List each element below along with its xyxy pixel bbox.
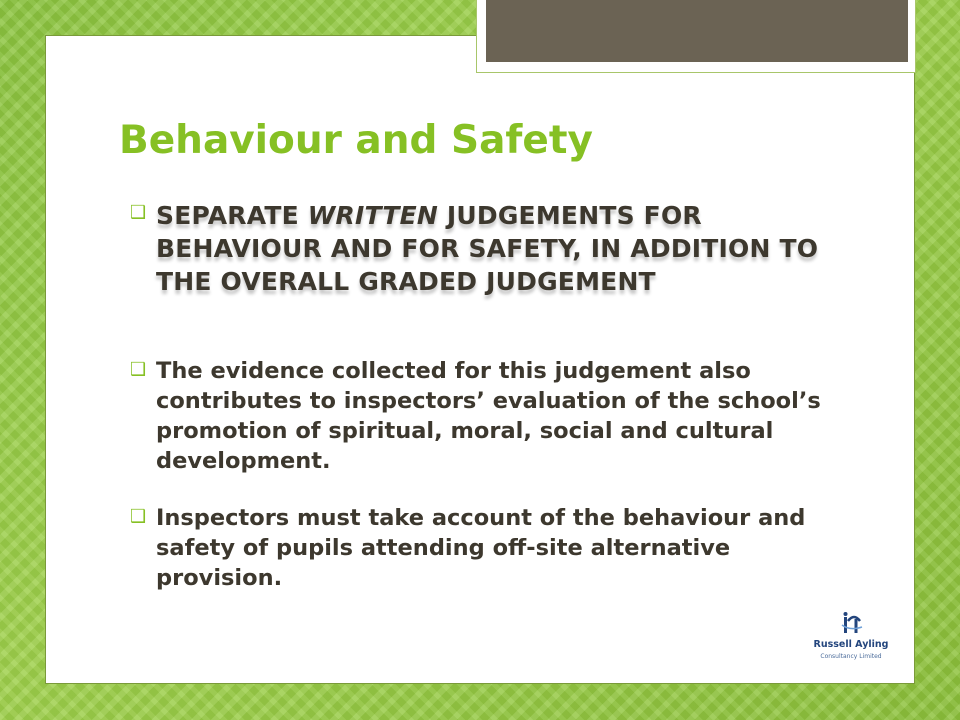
logo-subtitle: Consultancy Limited: [820, 653, 882, 660]
hollow-square-bullet-icon: ❑: [130, 506, 147, 527]
bullet-text: [156, 199, 826, 298]
hollow-square-bullet-icon: ❑: [130, 202, 147, 223]
bullet-item: [118, 199, 830, 299]
hollow-square-bullet-icon: ❑: [130, 359, 147, 380]
bullet-text-emphasis: WRITTEN: [307, 201, 438, 230]
bullet-text: Inspectors must take account of the behaviour and safety of pupils attending off-site alternative provision.: [156, 505, 806, 591]
bullet-text: The evidence collected for this judgement also contributes to inspectors’ evaluation of the school’s promotion of spiritual, moral, social and cultural development.: [156, 358, 821, 474]
bullet-text-prefix: SEPARATE: [156, 201, 308, 230]
slide-title: Behaviour and Safety: [119, 118, 593, 163]
logo-name: Russell Ayling: [813, 639, 889, 650]
bullet-text-suffix: JUDGEMENTS FOR BEHAVIOUR AND FOR SAFETY, IN ADDITION TO THE OVERALL GRADED JUDGEMENT: [156, 201, 819, 296]
bullet-item: [118, 503, 830, 603]
header-tab-block: [486, 0, 908, 62]
bullet-item: [118, 356, 830, 488]
company-logo: [806, 611, 896, 663]
ra-logo-icon: [806, 611, 896, 639]
